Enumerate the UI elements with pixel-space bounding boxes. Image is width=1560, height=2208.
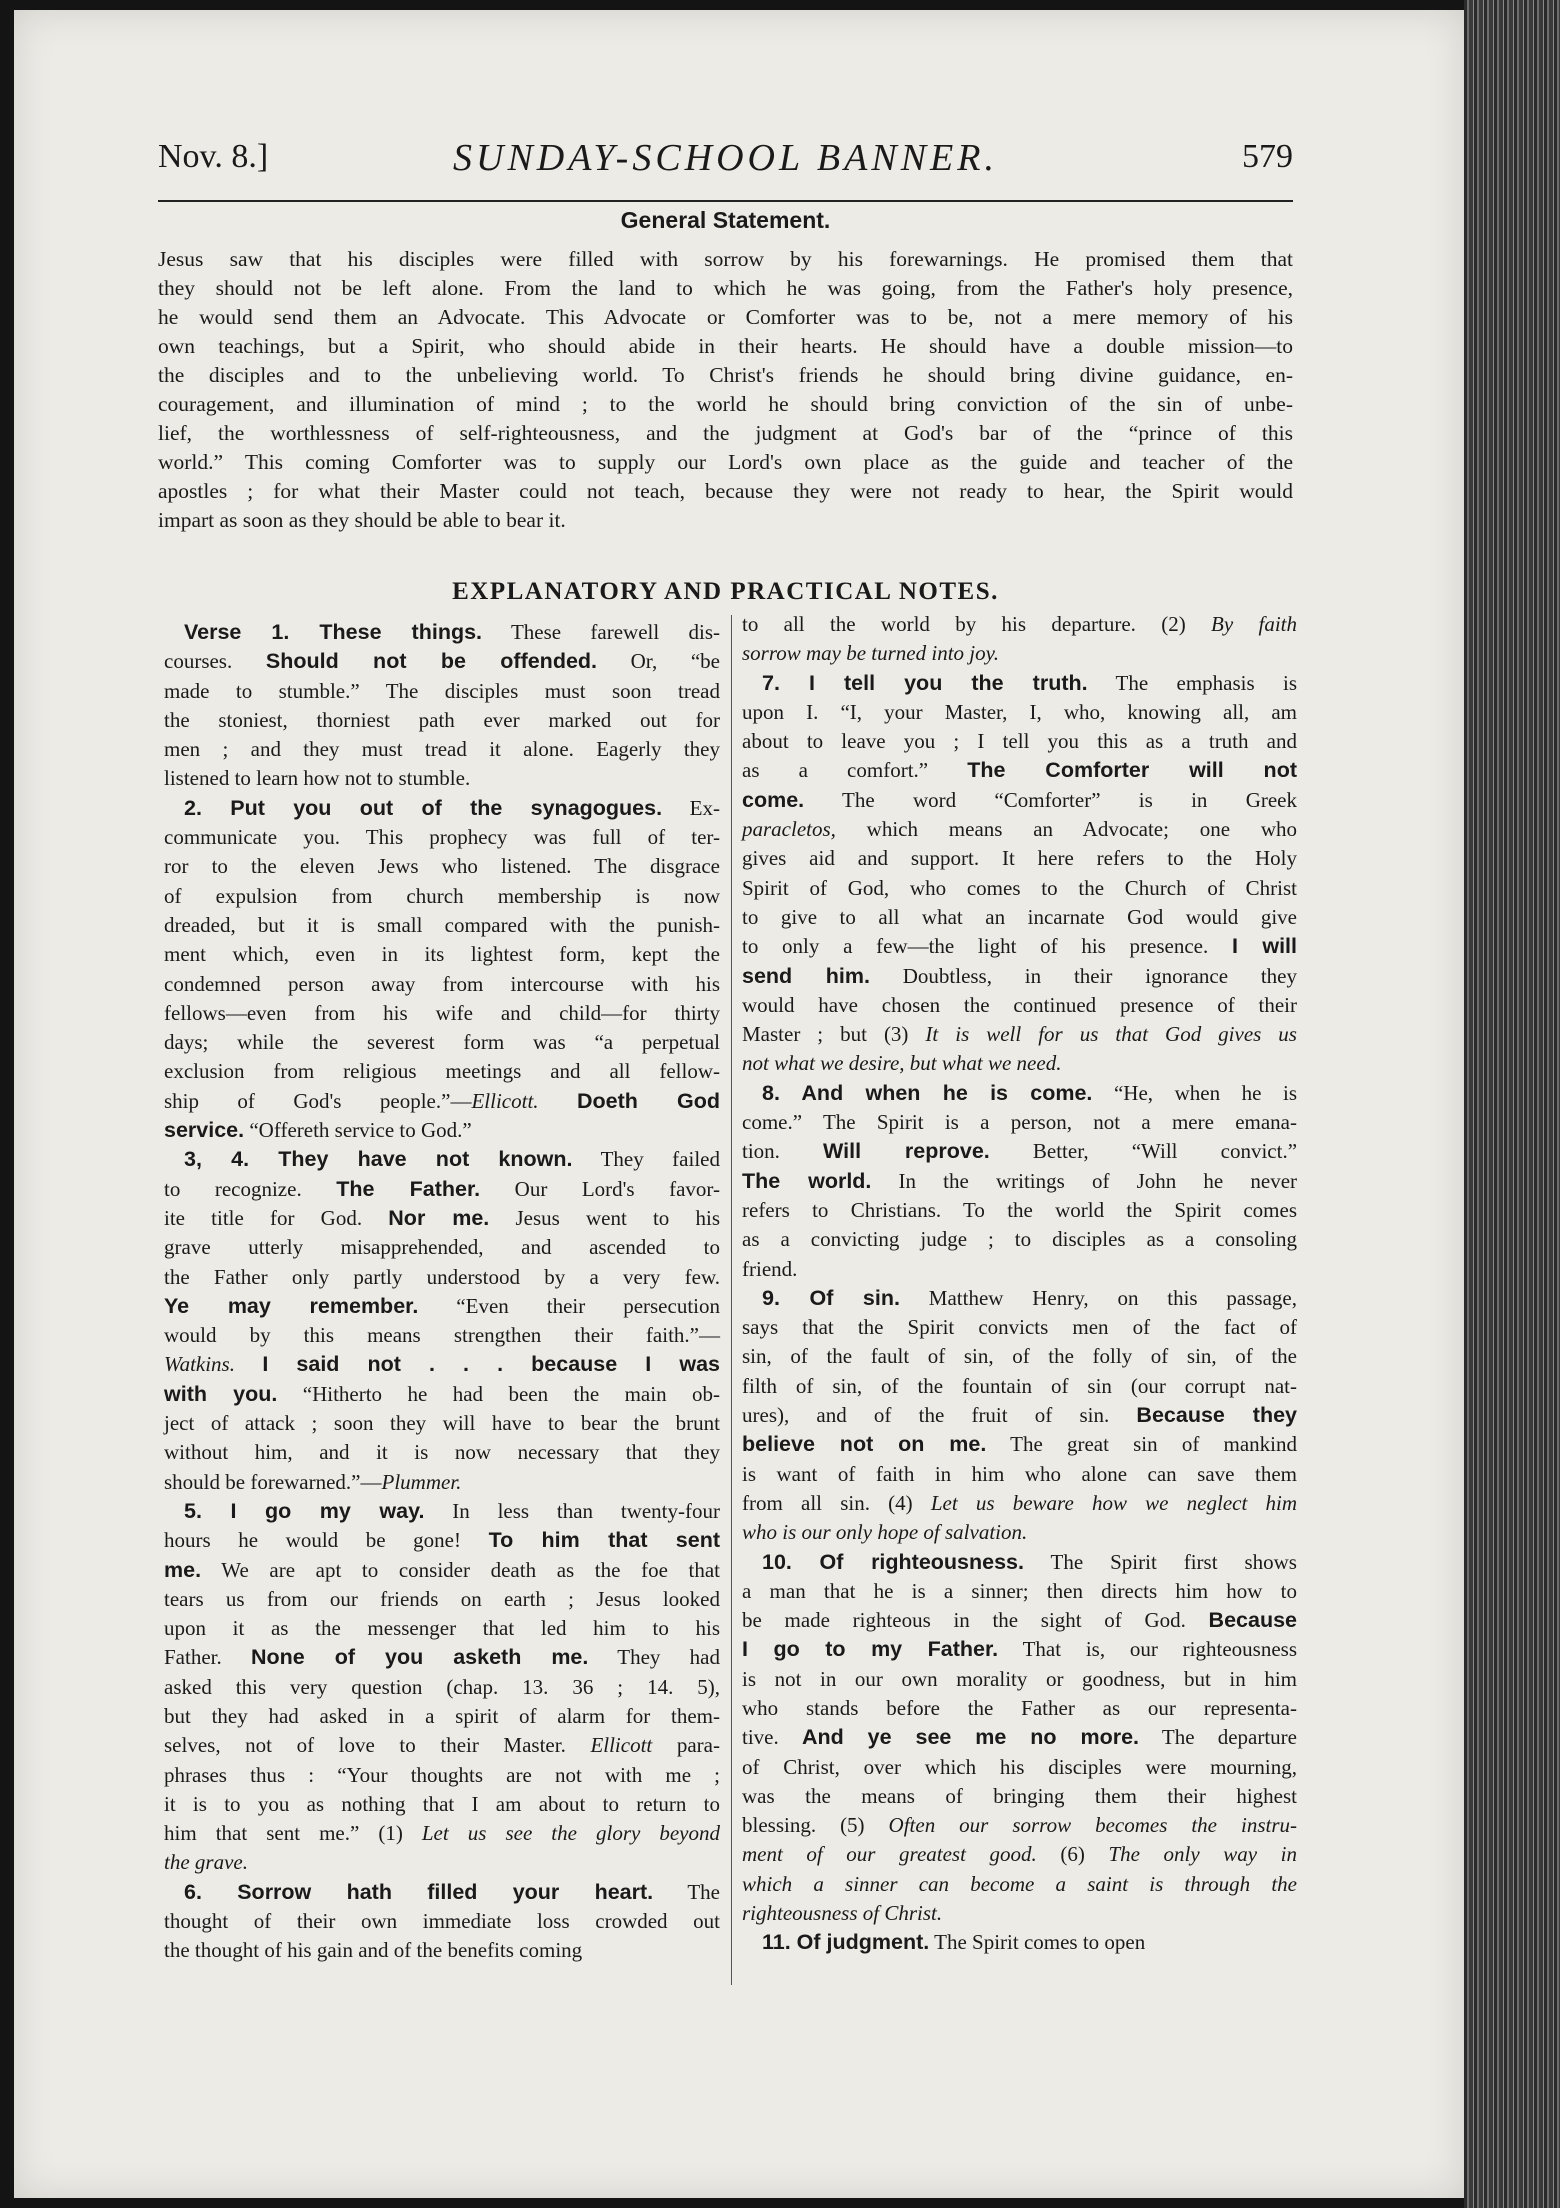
note-text: Doubtless, in their ignorance they: [869, 963, 1297, 988]
note-keyword: 8. And when he is come.: [762, 1080, 1093, 1105]
note-italic-text: the grave.: [164, 1850, 248, 1875]
note-keyword: I said not . . . because I was: [262, 1352, 720, 1377]
note-line: [742, 1811, 1297, 1840]
column-divider: [731, 615, 732, 1985]
note-keyword: Will reprove.: [823, 1139, 990, 1164]
note-keyword: send him.: [742, 963, 870, 988]
note-line: [164, 1321, 720, 1350]
note-text: of expulsion from church membership is now: [164, 883, 720, 908]
note-line: [742, 903, 1297, 932]
note-line: [164, 735, 720, 764]
note-keyword: Because they: [1136, 1403, 1297, 1428]
note-text: be made righteous in the sight of God.: [742, 1608, 1209, 1633]
note-keyword: Nor me.: [388, 1205, 490, 1230]
note-text: (6): [1036, 1842, 1109, 1867]
note-text: Matthew Henry, on this passage,: [899, 1285, 1297, 1310]
note-line: [742, 1284, 1297, 1313]
note-text: of Christ, over which his disciples were mourning,: [742, 1754, 1297, 1779]
note-line: [164, 911, 720, 940]
note-keyword: The Comforter will not: [967, 758, 1297, 783]
note-line: [164, 999, 720, 1028]
note-text: ite title for God.: [164, 1205, 389, 1230]
note-text: sin, of the fault of sin, of the folly of sin, of the: [742, 1344, 1297, 1369]
note-line: [164, 1497, 720, 1526]
note-line: [164, 1819, 720, 1848]
running-header: [158, 138, 1293, 190]
note-italic-text: righteousness of Christ.: [742, 1901, 943, 1926]
general-statement-line: world.” This coming Comforter was to supply our Lord's own place as the guide and teacher of the: [158, 450, 1293, 474]
note-italic-text: The only way in: [1108, 1842, 1297, 1867]
note-keyword: with you.: [164, 1381, 278, 1406]
note-text: him that sent me.” (1): [164, 1821, 422, 1846]
note-line: [164, 970, 720, 999]
note-line: [164, 1204, 720, 1233]
note-line: [164, 1116, 720, 1145]
note-italic-text: who is our only hope of salvation.: [742, 1520, 1028, 1545]
note-line: [742, 1489, 1297, 1518]
note-line: [742, 727, 1297, 756]
note-line: [164, 1643, 720, 1672]
note-line: [742, 1899, 1297, 1928]
note-text: the Father only partly understood by a very few.: [164, 1264, 720, 1289]
note-line: [742, 1782, 1297, 1811]
note-text: Jesus went to his: [489, 1205, 720, 1230]
note-keyword: Doeth God: [576, 1088, 721, 1113]
note-line: [742, 1020, 1297, 1049]
note-text: a man that he is a sinner; then directs him how to: [742, 1578, 1297, 1603]
note-text: which means an Advocate; one who: [835, 817, 1297, 842]
general-statement-line: he would send them an Advocate. This Advocate or Comforter was to be, not a mere memory of his: [158, 305, 1293, 329]
note-line: [742, 669, 1297, 698]
note-keyword: And ye see me no more.: [801, 1725, 1140, 1750]
note-italic-text: Ellicott: [590, 1733, 653, 1758]
note-line: [164, 1907, 720, 1936]
note-line: [164, 1761, 720, 1790]
note-text: [539, 1089, 577, 1113]
note-keyword: The Father.: [336, 1176, 481, 1201]
note-text: is want of faith in him who alone can save them: [742, 1461, 1297, 1486]
note-text: upon it as the messenger that led him to his: [164, 1616, 720, 1641]
note-line: [164, 1292, 720, 1321]
note-text: Spirit of God, who comes to the Church of Christ: [742, 875, 1297, 900]
header-date: Nov. 8.]: [158, 138, 269, 175]
note-text: Father.: [164, 1645, 251, 1670]
note-text: grave utterly misapprehended, and ascended to: [164, 1235, 720, 1260]
note-keyword: Because: [1208, 1608, 1297, 1633]
note-text: asked this very question (chap. 13. 36 ; 14. 5),: [164, 1674, 720, 1699]
general-statement-line: apostles ; for what their Master could not teach, because they were not ready to hear, the Spirit would: [158, 479, 1293, 503]
note-line: [742, 1079, 1297, 1108]
note-line: [742, 1577, 1297, 1606]
note-text: fellows—even from his wife and child—for thirty: [164, 1000, 720, 1025]
note-line: [742, 698, 1297, 727]
note-text: tive.: [742, 1725, 802, 1750]
note-text: thought of their own immediate loss crowded out: [164, 1909, 720, 1934]
note-text: [235, 1352, 262, 1376]
note-line: [742, 815, 1297, 844]
note-text: made to stumble.” The disciples must soon tread: [164, 678, 720, 703]
note-line: [742, 1401, 1297, 1430]
note-line: [164, 1409, 720, 1438]
note-text: friend.: [742, 1256, 798, 1281]
note-italic-text: Plummer.: [381, 1469, 462, 1494]
note-text: courses.: [164, 649, 266, 674]
note-text: selves, not of love to their Master.: [164, 1733, 591, 1758]
note-keyword: I go to my Father.: [742, 1637, 999, 1662]
notes-left-column: [164, 618, 720, 1966]
note-keyword: 11. Of judgment.: [762, 1930, 930, 1955]
general-statement-heading: General Statement.: [620, 207, 831, 233]
note-text: come.” The Spirit is a person, not a mere emana-: [742, 1110, 1297, 1135]
note-line: [742, 1342, 1297, 1371]
note-text: We are apt to consider death as the foe that: [201, 1557, 720, 1582]
note-line: [742, 1723, 1297, 1752]
note-text: would have chosen the continued presence of their: [742, 992, 1297, 1017]
notes-heading: EXPLANATORY AND PRACTICAL NOTES.: [452, 578, 999, 605]
note-text: “Hitherto he had been the main ob-: [277, 1381, 720, 1406]
note-text: filth of sin, of the fountain of sin (our corrupt nat-: [742, 1373, 1297, 1398]
note-line: [164, 940, 720, 969]
note-keyword: 7. I tell you the truth.: [762, 670, 1088, 695]
note-text: The: [653, 1879, 720, 1904]
note-text: The Spirit comes to open: [929, 1930, 1146, 1955]
note-line: [742, 991, 1297, 1020]
note-italic-text: ment of our greatest good.: [742, 1842, 1037, 1867]
note-text: tion.: [742, 1139, 824, 1164]
note-line: [742, 1665, 1297, 1694]
note-line: [742, 1840, 1297, 1869]
note-line: [742, 874, 1297, 903]
note-text: to recognize.: [164, 1176, 337, 1201]
general-statement-line: they should not be left alone. From the land to which he was going, from the Father's holy presence,: [158, 276, 1293, 300]
note-text: communicate you. This prophecy was full of ter-: [164, 825, 720, 850]
note-line: [164, 1526, 720, 1555]
note-italic-text: Ellicott.: [471, 1088, 539, 1113]
general-statement-body: [158, 245, 1293, 535]
note-text: gives aid and support. It here refers to the Holy: [742, 846, 1297, 871]
note-line: [742, 786, 1297, 815]
note-line: [164, 1614, 720, 1643]
note-keyword: 5. I go my way.: [184, 1498, 425, 1523]
note-line: [742, 1255, 1297, 1284]
note-line: [164, 1936, 720, 1965]
note-italic-text: Let us see the glory beyond: [421, 1821, 720, 1846]
note-line: [164, 1380, 720, 1409]
note-text: The Spirit first shows: [1024, 1549, 1297, 1574]
general-statement-line: Jesus saw that his disciples were filled with sorrow by his forewarnings. He promised them that: [158, 247, 1293, 271]
note-text: They had: [588, 1645, 720, 1670]
note-text: “Offereth service to God.”: [244, 1118, 472, 1143]
note-line: [164, 1145, 720, 1174]
note-keyword: Verse 1. These things.: [184, 620, 483, 644]
note-line: [164, 1438, 720, 1467]
note-text: exclusion from religious meetings and all fellow-: [164, 1059, 720, 1084]
note-text: about to leave you ; I tell you this as a truth and: [742, 729, 1297, 754]
note-line: [742, 1635, 1297, 1664]
note-line: [164, 1057, 720, 1086]
note-line: [742, 1753, 1297, 1782]
note-line: [742, 1313, 1297, 1342]
note-text: The emphasis is: [1087, 670, 1298, 695]
note-keyword: I will: [1231, 934, 1297, 959]
note-line: [742, 1167, 1297, 1196]
note-text: ures), and of the fruit of sin.: [742, 1403, 1137, 1428]
note-italic-text: Often our sorrow becomes the instru-: [888, 1813, 1297, 1838]
note-line: [164, 823, 720, 852]
note-italic-text: Let us beware how we neglect him: [930, 1490, 1297, 1515]
note-line: [742, 1548, 1297, 1577]
note-text: to only a few—the light of his presence.: [742, 934, 1232, 959]
note-line: [164, 1028, 720, 1057]
note-line: [164, 1087, 720, 1116]
note-line: [742, 1372, 1297, 1401]
note-keyword: Should not be offended.: [265, 649, 598, 674]
note-line: [742, 1108, 1297, 1137]
note-italic-text: paracletos,: [742, 817, 836, 842]
note-text: blessing. (5): [742, 1813, 889, 1838]
note-keyword: 6. Sorrow hath filled your heart.: [184, 1879, 654, 1904]
note-text: the stoniest, thorniest path ever marked out for: [164, 707, 720, 732]
note-line: [164, 1702, 720, 1731]
note-text: refers to Christians. To the world the Spirit comes: [742, 1197, 1297, 1222]
note-text: In the writings of John he never: [871, 1168, 1298, 1193]
note-keyword: The world.: [742, 1168, 872, 1193]
note-text: “Even their persecution: [418, 1293, 720, 1318]
note-text: Our Lord's favor-: [480, 1176, 720, 1201]
note-line: [164, 1233, 720, 1262]
note-line: [742, 1606, 1297, 1635]
note-line: [164, 1878, 720, 1907]
note-line: [742, 639, 1297, 668]
note-line: [164, 1556, 720, 1585]
note-text: Master ; but (3): [742, 1022, 926, 1047]
note-text: to give to all what an incarnate God would give: [742, 904, 1297, 929]
note-text: upon I. “I, your Master, I, who, knowing all, am: [742, 699, 1297, 724]
note-text: para-: [652, 1733, 720, 1758]
note-line: [164, 618, 720, 647]
note-text: tears us from our friends on earth ; Jesus looked: [164, 1586, 720, 1611]
note-line: [742, 756, 1297, 785]
note-keyword: To him that sent: [488, 1528, 721, 1553]
note-line: [164, 1468, 720, 1497]
note-text: it is to you as nothing that I am about to return to: [164, 1791, 720, 1816]
note-text: to all the world by his departure. (2): [742, 612, 1212, 636]
note-keyword: believe not on me.: [742, 1432, 987, 1457]
note-italic-text: which a sinner can become a saint is through the: [742, 1871, 1297, 1896]
note-keyword: 9. Of sin.: [762, 1285, 900, 1310]
note-text: The departure: [1139, 1725, 1297, 1750]
note-keyword: 3, 4. They have not known.: [184, 1147, 573, 1172]
note-keyword: service.: [164, 1118, 245, 1143]
note-text: the thought of his gain and of the benefits coming: [164, 1938, 583, 1963]
note-text: from all sin. (4): [742, 1490, 931, 1515]
note-text: The word “Comforter” is in Greek: [804, 787, 1297, 812]
note-text: ject of attack ; soon they will have to bear the brunt: [164, 1411, 720, 1436]
book-page-edges: [1464, 0, 1560, 2208]
page-number: 579: [1242, 138, 1293, 175]
note-text: listened to learn how not to stumble.: [164, 766, 471, 791]
note-line: [164, 764, 720, 793]
note-line: [742, 1518, 1297, 1547]
note-text: Ex-: [662, 795, 720, 820]
note-keyword: 2. Put you out of the synagogues.: [184, 795, 663, 820]
note-line: [742, 1460, 1297, 1489]
general-statement-line: lief, the worthlessness of self-righteousness, and the judgment at God's bar of the “prince of this: [158, 421, 1293, 445]
note-text: Better, “Will convict.”: [989, 1139, 1298, 1164]
note-text: is not in our own morality or goodness, but in him: [742, 1666, 1297, 1691]
note-line: [164, 852, 720, 881]
note-text: says that the Spirit convicts men of the fact of: [742, 1315, 1297, 1340]
note-text: ror to the eleven Jews who listened. The disgrace: [164, 854, 720, 879]
note-line: [164, 1673, 720, 1702]
note-line: [164, 1350, 720, 1379]
note-keyword: come.: [742, 787, 805, 812]
header-title: SUNDAY-SCHOOL BANNER.: [453, 137, 998, 179]
note-line: [164, 1585, 720, 1614]
note-line: [164, 706, 720, 735]
general-statement-line: impart as soon as they should be able to bear it.: [158, 508, 566, 532]
note-line: [164, 1790, 720, 1819]
note-italic-text: Watkins.: [164, 1352, 235, 1377]
note-text: The great sin of mankind: [986, 1432, 1297, 1457]
note-text: phrases thus : “Your thoughts are not with me ;: [164, 1762, 720, 1787]
note-line: [164, 794, 720, 823]
note-line: [164, 1263, 720, 1292]
note-text: men ; and they must tread it alone. Eagerly they: [164, 737, 720, 762]
note-line: [742, 962, 1297, 991]
note-line: [742, 1225, 1297, 1254]
note-text: They failed: [572, 1147, 720, 1172]
note-keyword: Ye may remember.: [164, 1293, 419, 1318]
note-line: [164, 1848, 720, 1877]
note-line: [164, 1175, 720, 1204]
note-italic-text: By faith: [1211, 612, 1297, 636]
note-line: [742, 610, 1297, 639]
note-text: ment which, even in its lightest form, kept the: [164, 942, 720, 967]
note-text: That is, our righteousness: [998, 1637, 1297, 1662]
note-line: [164, 1731, 720, 1760]
note-text: would by this means strengthen their faith.”—: [164, 1323, 720, 1348]
note-text: but they had asked in a spirit of alarm for them-: [164, 1703, 720, 1728]
note-line: [742, 1430, 1297, 1459]
header-rule: [158, 200, 1293, 202]
note-line: [742, 1928, 1297, 1957]
note-text: “He, when he is: [1092, 1080, 1298, 1105]
note-line: [164, 882, 720, 911]
general-statement-line: own teachings, but a Spirit, who should abide in their hearts. He should have a double mission—to: [158, 334, 1293, 358]
note-line: [742, 1137, 1297, 1166]
note-text: days; while the severest form was “a perpetual: [164, 1030, 720, 1055]
note-text: These farewell dis-: [482, 620, 720, 644]
notes-right-column: [742, 610, 1297, 1958]
note-line: [742, 932, 1297, 961]
note-italic-text: sorrow may be turned into joy.: [742, 641, 1000, 666]
general-statement-line: couragement, and illumination of mind ; to the world he should bring conviction of the sin of unbe-: [158, 392, 1293, 416]
note-text: Or, “be: [597, 649, 720, 674]
note-text: In less than twenty-four: [424, 1498, 720, 1523]
note-text: should be forewarned.”—: [164, 1469, 382, 1494]
note-text: was the means of bringing them their highest: [742, 1783, 1297, 1808]
note-text: as a convicting judge ; to disciples as a consoling: [742, 1227, 1297, 1252]
note-line: [164, 647, 720, 676]
note-line: [742, 1870, 1297, 1899]
note-text: condemned person away from intercourse with his: [164, 971, 720, 996]
note-text: hours he would be gone!: [164, 1528, 489, 1553]
general-statement-line: the disciples and to the unbelieving world. To Christ's friends he should bring divine guidance, en-: [158, 363, 1293, 387]
note-line: [742, 1049, 1297, 1078]
note-line: [164, 677, 720, 706]
note-line: [742, 1694, 1297, 1723]
note-line: [742, 1196, 1297, 1225]
note-line: [742, 844, 1297, 873]
note-italic-text: It is well for us that God gives us: [925, 1022, 1297, 1047]
note-text: who stands before the Father as our representa-: [742, 1695, 1297, 1720]
note-text: ship of God's people.”—: [164, 1088, 472, 1113]
note-keyword: None of you asketh me.: [251, 1645, 589, 1670]
note-text: as a comfort.”: [742, 758, 968, 783]
note-italic-text: not what we desire, but what we need.: [742, 1051, 1062, 1076]
note-keyword: me.: [164, 1557, 202, 1582]
note-keyword: 10. Of righteousness.: [762, 1549, 1024, 1574]
note-text: without him, and it is now necessary that they: [164, 1440, 720, 1465]
note-text: dreaded, but it is small compared with the punish-: [164, 912, 720, 937]
